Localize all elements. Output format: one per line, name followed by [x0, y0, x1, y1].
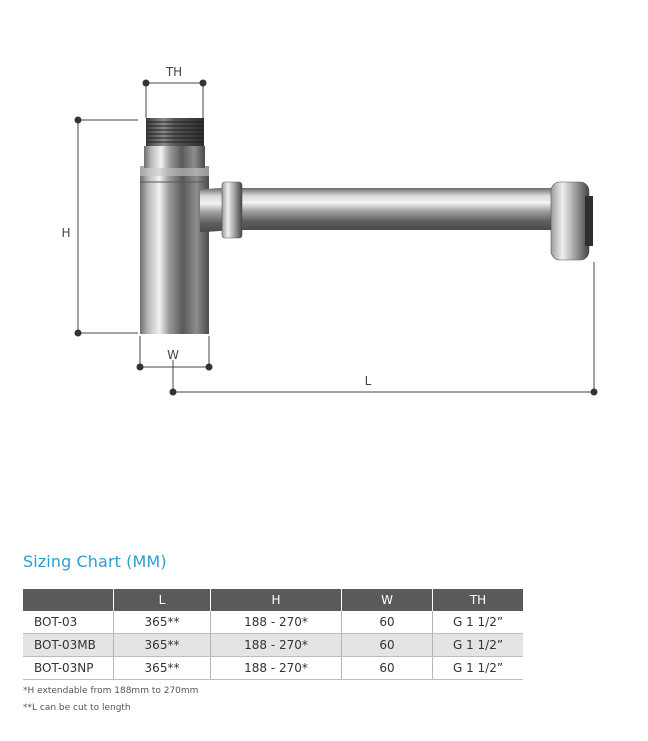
cell-l: 365**	[114, 657, 211, 680]
neck-collar	[144, 146, 205, 168]
cell-model: BOT-03MB	[23, 634, 114, 657]
cell-h: 188 - 270*	[211, 657, 342, 680]
cell-model: BOT-03NP	[23, 657, 114, 680]
cell-w: 60	[342, 611, 433, 634]
cell-model: BOT-03	[23, 611, 114, 634]
header-model	[23, 589, 114, 611]
cell-h: 188 - 270*	[211, 611, 342, 634]
cell-h: 188 - 270*	[211, 634, 342, 657]
header-l: L	[114, 589, 211, 611]
compression-nut	[222, 182, 242, 238]
header-h: H	[211, 589, 342, 611]
sizing-chart-title: Sizing Chart (MM)	[23, 552, 167, 571]
cell-l: 365**	[114, 611, 211, 634]
dimension-label-h: H	[61, 226, 71, 240]
cell-th: G 1 1/2”	[433, 634, 524, 657]
cell-w: 60	[342, 657, 433, 680]
cell-th: G 1 1/2”	[433, 611, 524, 634]
sizing-chart-table	[23, 589, 523, 680]
table-header-row	[23, 589, 523, 611]
cell-th: G 1 1/2”	[433, 657, 524, 680]
bottle-body	[140, 166, 209, 334]
table-row	[23, 611, 523, 634]
dimension-label-l: L	[364, 374, 372, 388]
wall-flange	[551, 182, 589, 260]
dimension-label-th: TH	[165, 65, 183, 79]
bottle-trap-drawing	[140, 118, 593, 334]
cell-w: 60	[342, 634, 433, 657]
table-row	[23, 657, 523, 680]
footnote-l-cut: **L can be cut to length	[23, 703, 131, 713]
table-row	[23, 634, 523, 657]
outlet-pipe	[232, 188, 562, 230]
footnote-h-extendable: *H extendable from 188mm to 270mm	[23, 686, 199, 696]
dimension-label-w: W	[167, 348, 179, 362]
header-w: W	[342, 589, 433, 611]
header-th: TH	[433, 589, 524, 611]
cell-l: 365**	[114, 634, 211, 657]
